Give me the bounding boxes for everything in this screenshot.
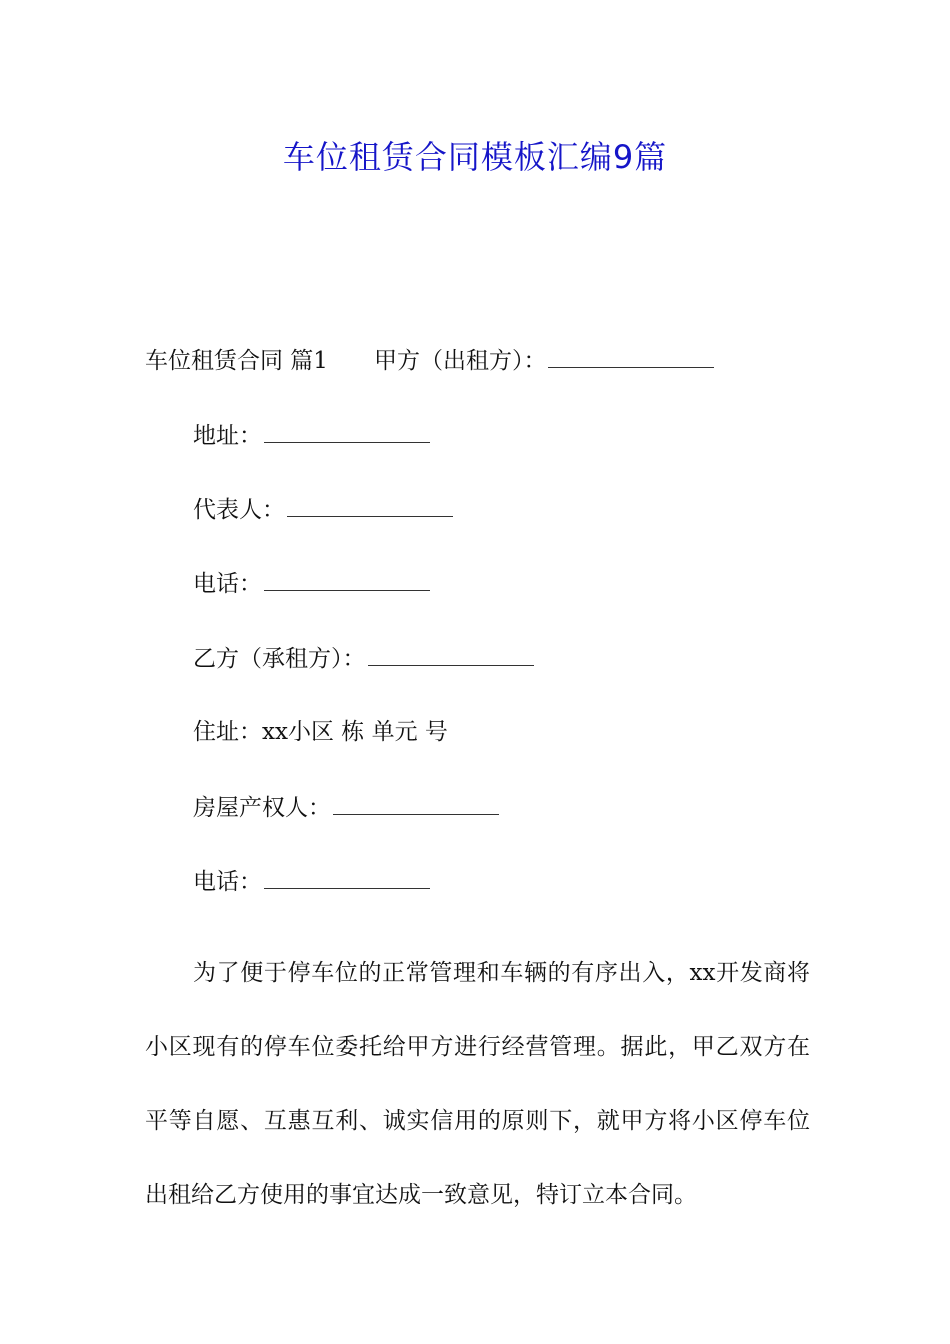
party-b-blank bbox=[368, 643, 534, 666]
section-label: 车位租赁合同 篇1 bbox=[145, 348, 328, 374]
party-a-label: 甲方（出租方）： bbox=[373, 348, 547, 374]
representative-label: 代表人： bbox=[193, 497, 285, 523]
owner-label: 房屋产权人： bbox=[193, 795, 331, 821]
phone-b-line bbox=[193, 866, 430, 897]
address-line bbox=[193, 420, 430, 451]
phone-a-label: 电话： bbox=[193, 571, 262, 597]
residence-label: 住址：xx小区 栋 单元 号 bbox=[193, 719, 448, 745]
phone-b-blank bbox=[264, 866, 430, 889]
owner-blank bbox=[333, 792, 499, 815]
phone-b-label: 电话： bbox=[193, 869, 262, 895]
address-blank bbox=[264, 420, 430, 443]
address-label: 地址： bbox=[193, 423, 262, 449]
owner-line bbox=[193, 792, 499, 823]
representative-blank bbox=[287, 494, 453, 517]
document-title: 车位租赁合同模板汇编9篇 bbox=[282, 138, 668, 176]
party-b-line bbox=[193, 643, 534, 674]
party-a-blank bbox=[548, 345, 714, 368]
body-paragraph: 为了便于停车位的正常管理和车辆的有序出入，xx开发商将小区现有的停车位委托给甲方进行经营管理。据此，甲乙双方在平等自愿、互惠互利、诚实信用的原则下，就甲方将小区停车位出租给乙方使用的事宜达成一致意见，特订立本合同。 bbox=[145, 960, 810, 1208]
representative-line bbox=[193, 494, 453, 525]
residence-line bbox=[193, 717, 448, 747]
party-b-label: 乙方（承租方）： bbox=[193, 646, 366, 672]
first-line bbox=[145, 345, 714, 376]
phone-a-blank bbox=[264, 568, 430, 591]
phone-a-line bbox=[193, 568, 430, 599]
